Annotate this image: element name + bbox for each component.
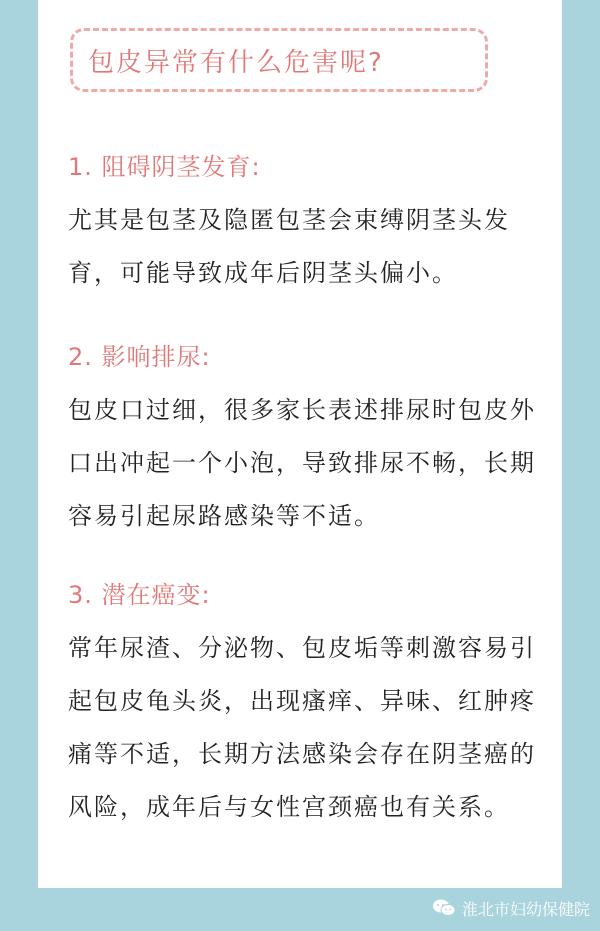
account-name: 淮北市妇幼保健院 — [462, 899, 591, 919]
section-2 — [68, 340, 538, 543]
section-body: 常年尿渣、分泌物、包皮垢等刺激容易引起包皮龟头炎，出现瘙痒、异味、红肿疼痛等不适，长期方法感染会存在阴茎癌的风险，成年后与女性宫颈癌也有关系。 — [68, 634, 536, 821]
section-1 — [68, 150, 538, 300]
section-body: 包皮口过细，很多家长表述排尿时包皮外口出冲起一个小泡，导致排尿不畅，长期容易引起尿路感染等不适。 — [68, 396, 536, 530]
section-body: 尤其是包茎及隐匿包茎会束缚阴茎头发育，可能导致成年后阴茎头偏小。 — [68, 206, 510, 287]
section-heading: 2. 影响排尿: — [68, 343, 211, 371]
section-heading: 1. 阻碍阴茎发育: — [68, 153, 261, 181]
section-3 — [68, 578, 538, 834]
wechat-icon — [432, 898, 456, 918]
watermark — [432, 888, 590, 928]
section-heading: 3. 潜在癌变: — [68, 581, 211, 609]
page-title: 包皮异常有什么危害呢? — [88, 48, 384, 78]
